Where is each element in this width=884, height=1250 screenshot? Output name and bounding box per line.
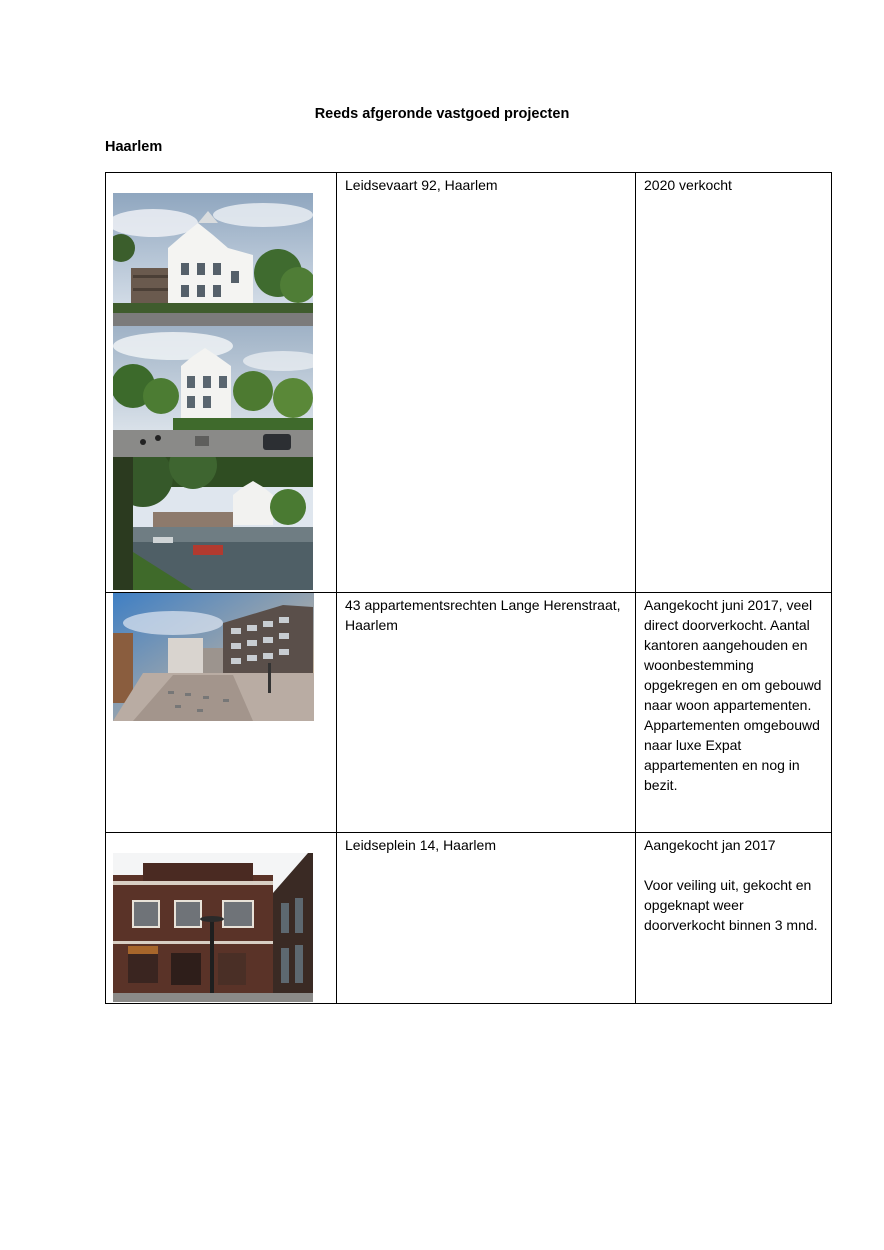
table-row: [106, 173, 832, 593]
document-title: Reeds afgeronde vastgoed projecten: [314, 106, 570, 122]
city-heading: Haarlem: [105, 139, 163, 155]
table-row: [106, 833, 832, 1004]
project-address: Leidsevaart 92, Haarlem: [345, 177, 498, 193]
brick-building-facade-photo: [113, 853, 336, 1002]
photo-cell: [106, 593, 337, 833]
note-cell: [636, 833, 832, 1004]
table-row: [106, 593, 832, 833]
villa-canal-photo: [113, 457, 336, 590]
note-cell: [636, 593, 832, 833]
project-note: 2020 verkocht: [644, 177, 732, 193]
white-villa-street-photo: [113, 193, 336, 326]
photo-cell: [106, 173, 337, 593]
address-cell: [337, 593, 636, 833]
note-cell: [636, 173, 832, 593]
project-note: Aangekocht jan 2017 Voor veiling uit, gekocht en opgeknapt weer doorverkocht binnen 3 mnd.: [644, 837, 818, 933]
project-address: Leidseplein 14, Haarlem: [345, 837, 496, 853]
project-note: Aangekocht juni 2017, veel direct doorverkocht. Aantal kantoren aangehouden en woonbestemming opgekregen en om gebouwd naar woon appartementen. Appartementen omgebouwd naar luxe Expat appartementen en nog in bezit.: [644, 597, 822, 793]
white-villa-corner-photo: [113, 326, 336, 457]
apartment-block-square-photo: [113, 593, 336, 721]
project-address: 43 appartementsrechten Lange Herenstraat, Haarlem: [345, 597, 621, 633]
photo-cell: [106, 833, 337, 1004]
address-cell: [337, 833, 636, 1004]
projects-table: [105, 172, 832, 1004]
address-cell: [337, 173, 636, 593]
